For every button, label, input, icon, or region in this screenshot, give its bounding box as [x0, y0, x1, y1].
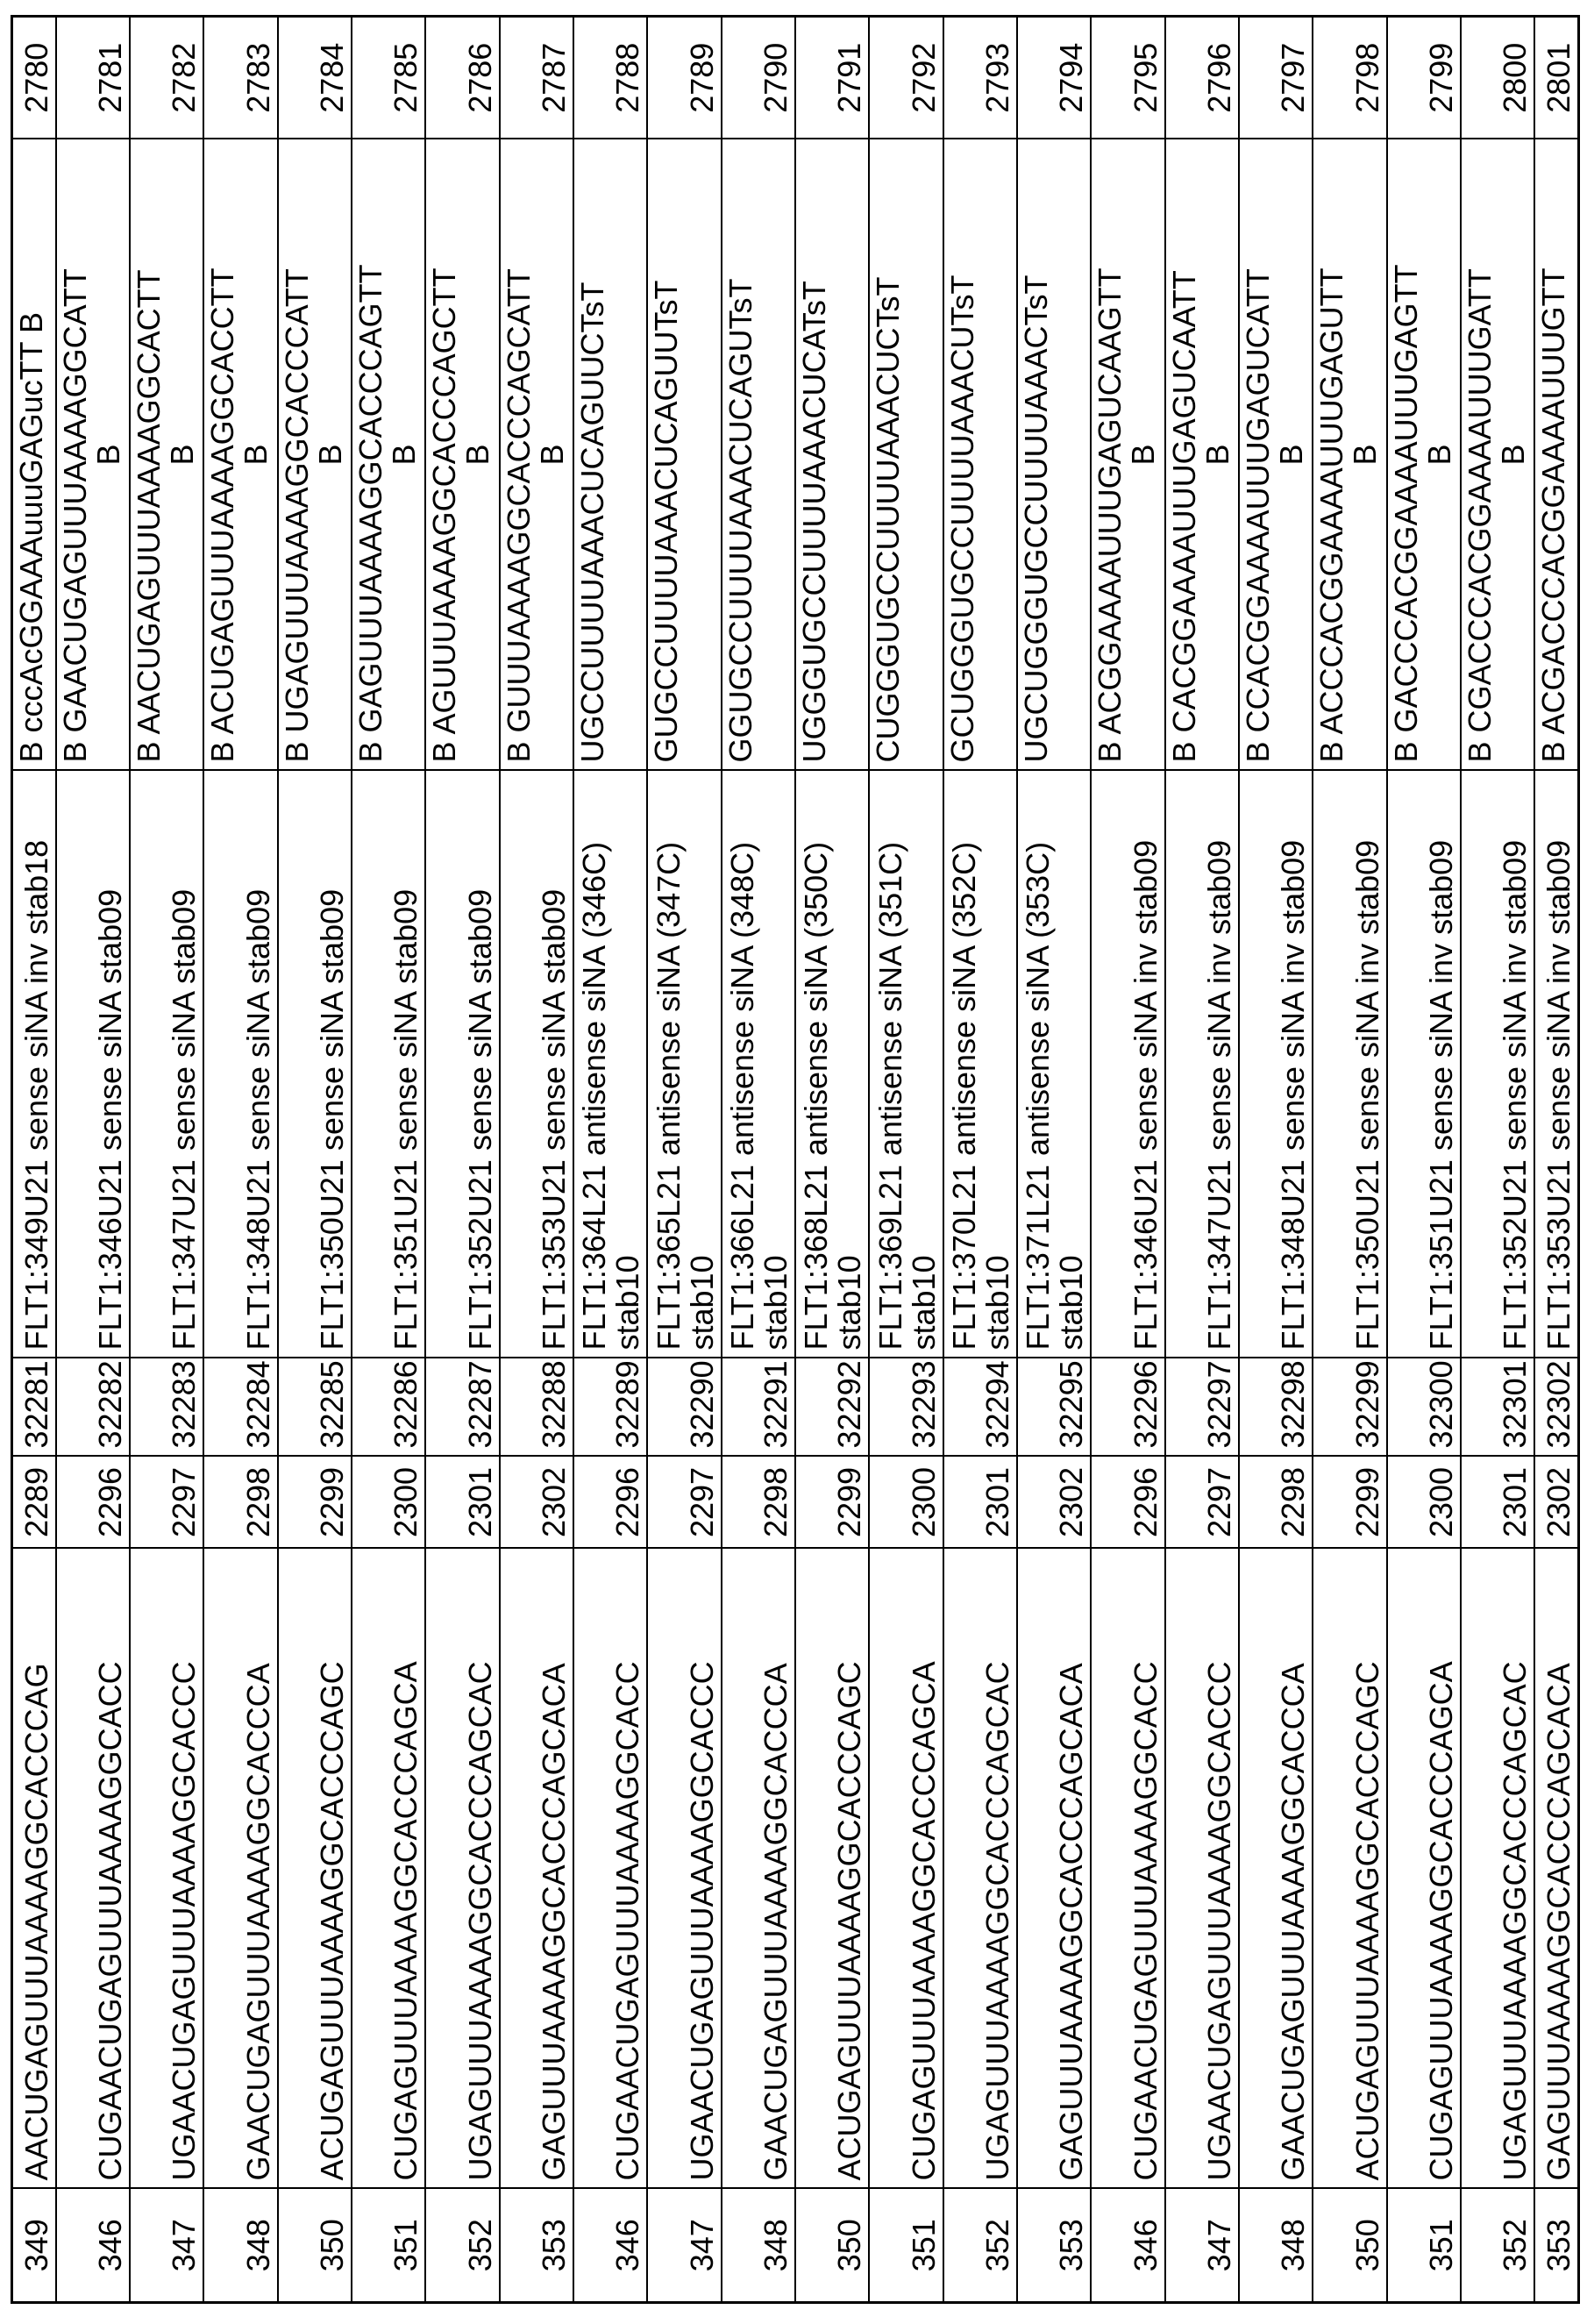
- compound-id: 32283: [130, 1358, 203, 1457]
- modified-sequence: [1165, 139, 1239, 771]
- target-position: 350: [1313, 2189, 1386, 2303]
- sequence-id: 2800: [1461, 17, 1534, 139]
- target-sequence: UGAACUGAGUUUAAAAGGCACCC: [647, 1549, 721, 2189]
- table-row: [130, 17, 203, 2303]
- modified-sequence-line1: B GUUUAAAAGGCACCCAGCATT: [501, 268, 537, 762]
- sequence-id: 2790: [722, 17, 795, 139]
- modified-sequence: [12, 139, 56, 771]
- target-position: 352: [943, 2189, 1017, 2303]
- sina-name: FLT1:353U21 sense siNA stab09: [500, 771, 573, 1358]
- table-row: [203, 17, 277, 2303]
- table-row: [500, 17, 573, 2303]
- target-seq-id: 2296: [1091, 1457, 1164, 1549]
- target-position: 352: [425, 2189, 499, 2303]
- compound-id: 32282: [56, 1358, 130, 1457]
- modified-sequence-line1: UGGGUGCCUUUUAAACUCATsT: [796, 281, 832, 762]
- sequence-id: 2796: [1165, 17, 1239, 139]
- table-row: [573, 17, 647, 2303]
- sequence-id: 2799: [1387, 17, 1461, 139]
- modified-sequence-line2: B: [1423, 147, 1456, 763]
- modified-sequence: [130, 139, 203, 771]
- target-sequence: AACUGAGUUUAAAAGGCACCCAG: [12, 1549, 56, 2189]
- target-sequence: CUGAGUUUAAAAGGCACCCAGCA: [352, 1549, 425, 2189]
- target-sequence: CUGAACUGAGUUUAAAAGGCACC: [1091, 1549, 1164, 2189]
- sina-name: FLT1:346U21 sense siNA inv stab09: [1091, 771, 1164, 1358]
- modified-sequence: [647, 139, 721, 771]
- compound-id: 32297: [1165, 1358, 1239, 1457]
- target-sequence: GAACUGAGUUUAAAAGGCACCCA: [722, 1549, 795, 2189]
- target-sequence: UGAGUUUAAAAGGCACCCAGCAC: [425, 1549, 499, 2189]
- sina-name: FLT1:371L21 antisense siNA (353C) stab10: [1017, 771, 1091, 1358]
- sequence-id: 2794: [1017, 17, 1091, 139]
- target-seq-id: 2297: [130, 1457, 203, 1549]
- modified-sequence: [1387, 139, 1461, 771]
- modified-sequence-line1: UGCCUUUUAAACUCAGUUCTsT: [574, 282, 610, 762]
- sequence-id: 2783: [203, 17, 277, 139]
- target-position: 346: [573, 2189, 647, 2303]
- sequence-id: 2784: [278, 17, 352, 139]
- table-row: [943, 17, 1017, 2303]
- sina-name: FLT1:348U21 sense siNA stab09: [203, 771, 277, 1358]
- target-seq-id: 2301: [1461, 1457, 1534, 1549]
- modified-sequence: [1534, 139, 1578, 771]
- modified-sequence: [352, 139, 425, 771]
- target-position: 346: [56, 2189, 130, 2303]
- table-row: [722, 17, 795, 2303]
- target-sequence: ACUGAGUUUAAAAGGCACCCAGC: [278, 1549, 352, 2189]
- target-sequence: GAGUUUAAAAGGCACCCAGCACA: [1017, 1549, 1091, 2189]
- sequence-id: 2792: [869, 17, 943, 139]
- sina-name: FLT1:351U21 sense siNA inv stab09: [1387, 771, 1461, 1358]
- modified-sequence-line2: B: [536, 147, 569, 763]
- sequence-id: 2791: [795, 17, 869, 139]
- modified-sequence-line2: B: [92, 147, 125, 763]
- sina-name: FLT1:352U21 sense siNA stab09: [425, 771, 499, 1358]
- modified-sequence: [1461, 139, 1534, 771]
- table-row: [278, 17, 352, 2303]
- modified-sequence: [943, 139, 1017, 771]
- modified-sequence-line1: B cccAcGGAAAuuuGAGucTT B: [13, 312, 49, 763]
- target-sequence: UGAGUUUAAAAGGCACCCAGCAC: [1461, 1549, 1534, 2189]
- table-row: [1461, 17, 1534, 2303]
- sina-name: FLT1:368L21 antisense siNA (350C) stab10: [795, 771, 869, 1358]
- compound-id: 32299: [1313, 1358, 1386, 1457]
- modified-sequence-line1: B CCACGGAAAAUUUGAGUCATT: [1240, 268, 1276, 762]
- table-row: [1091, 17, 1164, 2303]
- sequence-id: 2788: [573, 17, 647, 139]
- compound-id: 32292: [795, 1358, 869, 1457]
- target-position: 348: [203, 2189, 277, 2303]
- compound-id: 32302: [1534, 1358, 1578, 1457]
- modified-sequence-line1: CUGGGUGCCUUUUAAACUCTsT: [870, 276, 906, 762]
- modified-sequence-line1: GUGCCUUUUAAACUCAGUUTsT: [648, 280, 684, 762]
- target-seq-id: 2296: [56, 1457, 130, 1549]
- sequence-id: 2781: [56, 17, 130, 139]
- target-sequence: CUGAGUUUAAAAGGCACCCAGCA: [1387, 1549, 1461, 2189]
- modified-sequence-line2: B: [1201, 147, 1235, 763]
- modified-sequence: [203, 139, 277, 771]
- sequence-id: 2786: [425, 17, 499, 139]
- modified-sequence-line1: B ACGACCCACGGAAAAUUUGTT: [1535, 267, 1571, 762]
- compound-id: 32291: [722, 1358, 795, 1457]
- target-sequence: CUGAGUUUAAAAGGCACCCAGCA: [869, 1549, 943, 2189]
- compound-id: 32281: [12, 1358, 56, 1457]
- modified-sequence: [722, 139, 795, 771]
- table-row: [425, 17, 499, 2303]
- sequence-id: 2793: [943, 17, 1017, 139]
- target-seq-id: 2299: [1313, 1457, 1386, 1549]
- modified-sequence: [1091, 139, 1164, 771]
- target-seq-id: 2299: [278, 1457, 352, 1549]
- target-position: 351: [352, 2189, 425, 2303]
- modified-sequence-line1: B AGUUUAAAAGGCACCCAGCTT: [426, 267, 462, 762]
- modified-sequence: [1239, 139, 1313, 771]
- modified-sequence-line1: B AACUGAGUUUAAAAGGCACTT: [131, 269, 167, 762]
- modified-sequence: [500, 139, 573, 771]
- target-sequence: CUGAACUGAGUUUAAAAGGCACC: [56, 1549, 130, 2189]
- compound-id: 32285: [278, 1358, 352, 1457]
- sina-name: FLT1:352U21 sense siNA inv stab09: [1461, 771, 1534, 1358]
- target-position: 350: [278, 2189, 352, 2303]
- target-sequence: GAGUUUAAAAGGCACCCAGCACA: [500, 1549, 573, 2189]
- sina-name: FLT1:347U21 sense siNA inv stab09: [1165, 771, 1239, 1358]
- sequence-id: 2798: [1313, 17, 1386, 139]
- modified-sequence-line2: B: [388, 147, 421, 763]
- modified-sequence-line1: B CGACCCACGGAAAAUUUGATT: [1462, 268, 1498, 762]
- sina-sequence-table: [11, 15, 1580, 2304]
- target-seq-id: 2297: [647, 1457, 721, 1549]
- compound-id: 32301: [1461, 1358, 1534, 1457]
- target-seq-id: 2300: [1387, 1457, 1461, 1549]
- compound-id: 32290: [647, 1358, 721, 1457]
- target-position: 349: [12, 2189, 56, 2303]
- modified-sequence-line1: B GACCCACGGAAAAUUUGAGTT: [1388, 264, 1424, 762]
- sina-name: FLT1:370L21 antisense siNA (352C) stab10: [943, 771, 1017, 1358]
- target-seq-id: 2302: [500, 1457, 573, 1549]
- sina-name: FLT1:350U21 sense siNA stab09: [278, 771, 352, 1358]
- target-seq-id: 2299: [795, 1457, 869, 1549]
- target-position: 348: [1239, 2189, 1313, 2303]
- modified-sequence-line2: B: [166, 147, 199, 763]
- target-seq-id: 2298: [203, 1457, 277, 1549]
- modified-sequence-line2: B: [239, 147, 273, 763]
- target-seq-id: 2302: [1017, 1457, 1091, 1549]
- target-sequence: UGAACUGAGUUUAAAAGGCACCC: [130, 1549, 203, 2189]
- target-position: 351: [1387, 2189, 1461, 2303]
- compound-id: 32300: [1387, 1358, 1461, 1457]
- target-position: 347: [1165, 2189, 1239, 2303]
- rotated-page: [11, 18, 1580, 2304]
- modified-sequence: [573, 139, 647, 771]
- compound-id: 32294: [943, 1358, 1017, 1457]
- modified-sequence-line2: B: [1349, 147, 1382, 763]
- modified-sequence: [795, 139, 869, 771]
- target-seq-id: 2298: [722, 1457, 795, 1549]
- target-sequence: GAGUUUAAAAGGCACCCAGCACA: [1534, 1549, 1578, 2189]
- modified-sequence-line1: B UGAGUUUAAAAGGCACCCATT: [279, 268, 315, 762]
- sina-name: FLT1:366L21 antisense siNA (348C) stab10: [722, 771, 795, 1358]
- sina-name: FLT1:348U21 sense siNA inv stab09: [1239, 771, 1313, 1358]
- target-position: 346: [1091, 2189, 1164, 2303]
- sequence-id: 2789: [647, 17, 721, 139]
- target-sequence: ACUGAGUUUAAAAGGCACCCAGC: [795, 1549, 869, 2189]
- compound-id: 32293: [869, 1358, 943, 1457]
- sina-name: FLT1:365L21 antisense siNA (347C) stab10: [647, 771, 721, 1358]
- target-seq-id: 2301: [425, 1457, 499, 1549]
- target-position: 347: [130, 2189, 203, 2303]
- sequence-id: 2801: [1534, 17, 1578, 139]
- table-row: [56, 17, 130, 2303]
- modified-sequence: [278, 139, 352, 771]
- compound-id: 32295: [1017, 1358, 1091, 1457]
- modified-sequence-line1: B CACGGAAAAUUUGAGUCAATT: [1166, 270, 1202, 762]
- sequence-id: 2782: [130, 17, 203, 139]
- table-row: [352, 17, 425, 2303]
- target-sequence: CUGAACUGAGUUUAAAAGGCACC: [573, 1549, 647, 2189]
- target-sequence: UGAGUUUAAAAGGCACCCAGCAC: [943, 1549, 1017, 2189]
- table-row: [647, 17, 721, 2303]
- modified-sequence: [1313, 139, 1386, 771]
- target-position: 351: [869, 2189, 943, 2303]
- sequence-id: 2780: [12, 17, 56, 139]
- sina-name: FLT1:346U21 sense siNA stab09: [56, 771, 130, 1358]
- modified-sequence: [1017, 139, 1091, 771]
- target-position: 347: [647, 2189, 721, 2303]
- target-seq-id: 2289: [12, 1457, 56, 1549]
- modified-sequence-line1: B ACGGAAAAUUUGAGUCAAGTT: [1092, 267, 1128, 762]
- sina-name: FLT1:364L21 antisense siNA (346C) stab10: [573, 771, 647, 1358]
- modified-sequence-line1: UGCUGGGUGCCUUUUAAACTsT: [1018, 274, 1054, 762]
- modified-sequence-line2: B: [1497, 147, 1530, 763]
- table-row: [1165, 17, 1239, 2303]
- sina-name: FLT1:347U21 sense siNA stab09: [130, 771, 203, 1358]
- sequence-id: 2787: [500, 17, 573, 139]
- compound-id: 32289: [573, 1358, 647, 1457]
- sequence-id: 2785: [352, 17, 425, 139]
- target-seq-id: 2296: [573, 1457, 647, 1549]
- table-row: [795, 17, 869, 2303]
- target-sequence: GAACUGAGUUUAAAAGGCACCCA: [1239, 1549, 1313, 2189]
- modified-sequence-line2: B: [1275, 147, 1308, 763]
- modified-sequence-line1: B GAGUUUAAAAGGCACCCAGTT: [352, 264, 388, 762]
- table-row: [1239, 17, 1313, 2303]
- target-position: 353: [1017, 2189, 1091, 2303]
- modified-sequence-line1: B ACUGAGUUUAAAAGGCACCTT: [204, 267, 240, 762]
- compound-id: 32296: [1091, 1358, 1164, 1457]
- target-seq-id: 2302: [1534, 1457, 1578, 1549]
- target-seq-id: 2300: [869, 1457, 943, 1549]
- target-position: 348: [722, 2189, 795, 2303]
- sequence-id: 2795: [1091, 17, 1164, 139]
- table-row: [1387, 17, 1461, 2303]
- modified-sequence-line2: B: [314, 147, 347, 763]
- target-seq-id: 2301: [943, 1457, 1017, 1549]
- sina-name: FLT1:350U21 sense siNA inv stab09: [1313, 771, 1386, 1358]
- compound-id: 32287: [425, 1358, 499, 1457]
- modified-sequence: [56, 139, 130, 771]
- compound-id: 32288: [500, 1358, 573, 1457]
- compound-id: 32298: [1239, 1358, 1313, 1457]
- sina-name: FLT1:369L21 antisense siNA (351C) stab10: [869, 771, 943, 1358]
- modified-sequence-line1: B GAACUGAGUUUAAAAGGCATT: [57, 268, 93, 762]
- target-seq-id: 2297: [1165, 1457, 1239, 1549]
- target-sequence: GAACUGAGUUUAAAAGGCACCCA: [203, 1549, 277, 2189]
- sina-name: FLT1:351U21 sense siNA stab09: [352, 771, 425, 1358]
- modified-sequence-line2: B: [1127, 147, 1160, 763]
- target-position: 352: [1461, 2189, 1534, 2303]
- table-row: [12, 17, 56, 2303]
- compound-id: 32284: [203, 1358, 277, 1457]
- target-sequence: UGAACUGAGUUUAAAAGGCACCC: [1165, 1549, 1239, 2189]
- table-row: [869, 17, 943, 2303]
- target-position: 350: [795, 2189, 869, 2303]
- target-position: 353: [1534, 2189, 1578, 2303]
- target-seq-id: 2300: [352, 1457, 425, 1549]
- target-sequence: ACUGAGUUUAAAAGGCACCCAGC: [1313, 1549, 1386, 2189]
- modified-sequence: [425, 139, 499, 771]
- sina-name: FLT1:353U21 sense siNA inv stab09: [1534, 771, 1578, 1358]
- modified-sequence: [869, 139, 943, 771]
- table-row: [1017, 17, 1091, 2303]
- table-row: [1534, 17, 1578, 2303]
- modified-sequence-line2: B: [461, 147, 495, 763]
- target-position: 353: [500, 2189, 573, 2303]
- sina-name: FLT1:349U21 sense siNA inv stab18: [12, 771, 56, 1358]
- target-seq-id: 2298: [1239, 1457, 1313, 1549]
- modified-sequence-line1: GCUGGGUGCCUUUUAAACUTsT: [944, 274, 980, 762]
- sequence-id: 2797: [1239, 17, 1313, 139]
- compound-id: 32286: [352, 1358, 425, 1457]
- modified-sequence-line1: B ACCCACGGAAAAUUUGAGUTT: [1313, 267, 1349, 762]
- modified-sequence-line1: GGUGCCUUUUAAACUCAGUTsT: [722, 278, 758, 762]
- table-row: [1313, 17, 1386, 2303]
